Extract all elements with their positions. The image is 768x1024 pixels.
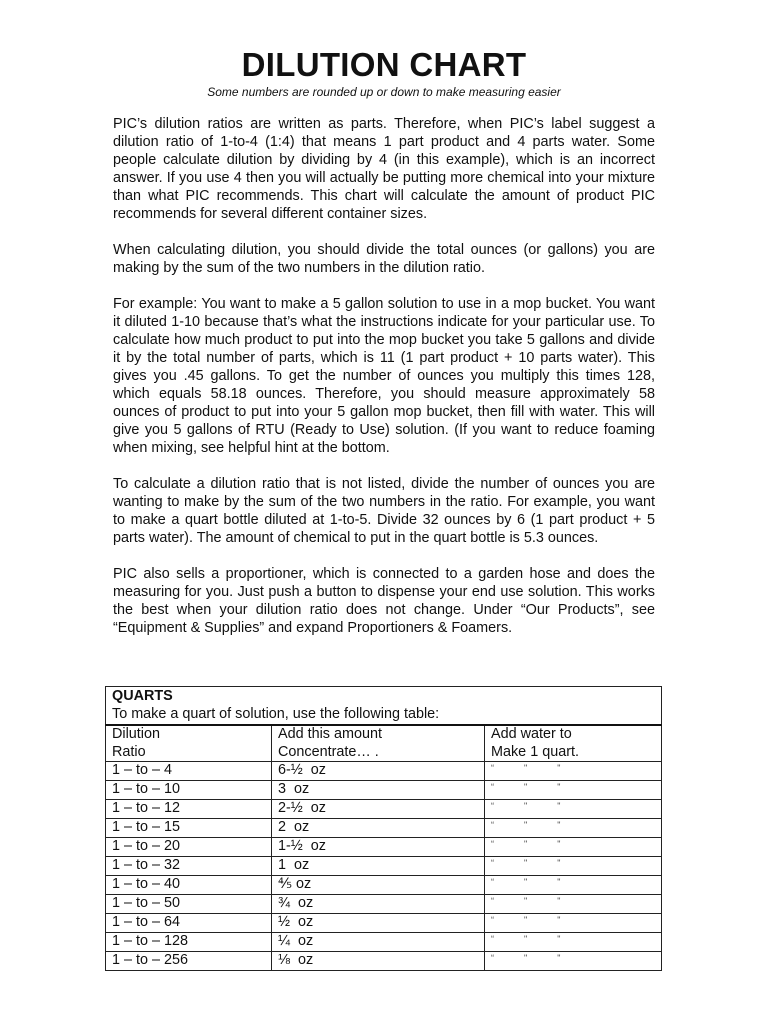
- table-row: [106, 857, 662, 876]
- ditto-mark: “: [491, 763, 494, 773]
- table-caption-row: [106, 687, 662, 726]
- header-line: Dilution: [112, 726, 160, 742]
- ratio-cell: 1 – to – 128: [106, 933, 272, 952]
- ditto-mark: “: [491, 782, 494, 792]
- table-row: [106, 952, 662, 971]
- header-line: Ratio: [112, 743, 146, 760]
- header-dilution-ratio: [106, 725, 272, 762]
- ditto-mark: “: [491, 934, 494, 944]
- ditto-mark: ": [557, 915, 561, 925]
- ditto-mark: ": [524, 934, 528, 944]
- ditto-mark: ": [557, 801, 561, 811]
- table-row: [106, 914, 662, 933]
- ditto-mark: ": [524, 877, 528, 887]
- ditto-mark: “: [491, 839, 494, 849]
- ditto-mark: “: [491, 801, 494, 811]
- ratio-cell: 1 – to – 12: [106, 800, 272, 819]
- concentrate-cell: ⅘ oz: [272, 876, 485, 895]
- concentrate-cell: ½ oz: [272, 914, 485, 933]
- ratio-cell: 1 – to – 4: [106, 762, 272, 781]
- concentrate-cell: 2 oz: [272, 819, 485, 838]
- ditto-mark: ": [557, 934, 561, 944]
- table-header-row: [106, 725, 662, 762]
- concentrate-cell: ¼ oz: [272, 933, 485, 952]
- water-cell: [485, 762, 662, 781]
- ratio-cell: 1 – to – 32: [106, 857, 272, 876]
- water-cell: [485, 952, 662, 971]
- body-text: [113, 115, 655, 655]
- paragraph: PIC’s dilution ratios are written as parts. Therefore, when PIC’s label suggest a dilution ratio of 1-to-4 (1:4) that means 1 part product and 4 parts water. Some people calculate dilution by dividing by 4 (in this example), which is an incorrect answer. If you use 4 then you will actually be putting more chemical into your mixture than what PIC recommends. This chart will calculate the amount of product PIC recommends for several different container sizes.: [113, 116, 655, 222]
- header-line: Make 1 quart.: [491, 743, 579, 760]
- quarts-table: [105, 686, 662, 971]
- ditto-mark: ": [524, 953, 528, 963]
- water-cell: [485, 933, 662, 952]
- ditto-mark: ": [524, 896, 528, 906]
- ratio-cell: 1 – to – 50: [106, 895, 272, 914]
- ditto-mark: “: [491, 915, 494, 925]
- page-title: DILUTION CHART: [241, 46, 527, 83]
- concentrate-cell: 3 oz: [272, 781, 485, 800]
- concentrate-cell: ¾ oz: [272, 895, 485, 914]
- ditto-mark: ": [557, 896, 561, 906]
- water-cell: [485, 819, 662, 838]
- concentrate-cell: 6-½ oz: [272, 762, 485, 781]
- ratio-cell: 1 – to – 20: [106, 838, 272, 857]
- concentrate-cell: ⅛ oz: [272, 952, 485, 971]
- header-add-amount: [272, 725, 485, 762]
- ditto-mark: ": [524, 801, 528, 811]
- water-cell: [485, 838, 662, 857]
- water-cell: [485, 914, 662, 933]
- ditto-mark: ": [524, 915, 528, 925]
- ratio-cell: 1 – to – 10: [106, 781, 272, 800]
- ratio-cell: 1 – to – 15: [106, 819, 272, 838]
- ditto-mark: “: [491, 820, 494, 830]
- water-cell: [485, 876, 662, 895]
- ditto-mark: ": [524, 763, 528, 773]
- concentrate-cell: 1 oz: [272, 857, 485, 876]
- concentrate-cell: 1-½ oz: [272, 838, 485, 857]
- ditto-mark: ": [557, 953, 561, 963]
- ditto-mark: “: [491, 953, 494, 963]
- header-line: Add this amount: [278, 726, 382, 742]
- ditto-mark: “: [491, 896, 494, 906]
- table-row: [106, 838, 662, 857]
- concentrate-cell: 2-½ oz: [272, 800, 485, 819]
- table-row: [106, 876, 662, 895]
- paragraph: When calculating dilution, you should divide the total ounces (or gallons) you are making by the sum of the two numbers in the dilution ratio.: [113, 242, 655, 276]
- header-line: Concentrate… .: [278, 743, 379, 760]
- table-heading: QUARTS: [112, 688, 173, 704]
- table-row: [106, 762, 662, 781]
- page-subtitle: Some numbers are rounded up or down to make measuring easier: [207, 85, 561, 99]
- paragraph: To calculate a dilution ratio that is not listed, divide the number of ounces you are wanting to make by the sum of the two numbers in the ratio. For example, you want to make a quart bottle diluted at 1-to-5. Divide 32 ounces by 6 (1 part product + 5 parts water). The amount of chemical to put in the quart bottle is 5.3 ounces.: [113, 476, 655, 546]
- water-cell: [485, 857, 662, 876]
- header-line: Add water to: [491, 726, 572, 742]
- water-cell: [485, 800, 662, 819]
- ditto-mark: “: [491, 858, 494, 868]
- table-row: [106, 819, 662, 838]
- ditto-mark: ": [524, 820, 528, 830]
- water-cell: [485, 895, 662, 914]
- paragraph: PIC also sells a proportioner, which is connected to a garden hose and does the measuring for you. Just push a button to dispense your end use solution. This works the best when your dilution ratio does not change. Under “Our Products”, see “Equipment & Supplies” and expand Proportioners & Foamers.: [113, 566, 655, 636]
- ditto-mark: ": [524, 839, 528, 849]
- ditto-mark: ": [524, 858, 528, 868]
- ratio-cell: 1 – to – 256: [106, 952, 272, 971]
- table-intro: To make a quart of solution, use the following table:: [112, 705, 440, 722]
- paragraph: For example: You want to make a 5 gallon solution to use in a mop bucket. You want it diluted 1-10 because that’s what the instructions indicate for your particular use. To calculate how much product to put into the mop bucket you take 5 gallons and divide it by the total number of parts, which is 11 (1 part product + 10 parts water). This gives you .45 gallons. To get the number of ounces you multiply this times 128, which equals 58.18 ounces. Therefore, you should measure approximately 58 ounces of product to put into your 5 gallon mop bucket, then fill with water. This will give you 5 gallons of RTU (Ready to Use) solution. (If you want to reduce foaming when mixing, see helpful hint at the bottom.: [113, 296, 655, 456]
- table-row: [106, 895, 662, 914]
- ditto-mark: ": [557, 782, 561, 792]
- ditto-mark: “: [491, 877, 494, 887]
- ditto-mark: ": [557, 877, 561, 887]
- ditto-mark: ": [557, 858, 561, 868]
- table-row: [106, 781, 662, 800]
- ditto-mark: ": [557, 839, 561, 849]
- ratio-cell: 1 – to – 64: [106, 914, 272, 933]
- ratio-cell: 1 – to – 40: [106, 876, 272, 895]
- water-cell: [485, 781, 662, 800]
- ditto-mark: ": [557, 763, 561, 773]
- header-add-water: [485, 725, 662, 762]
- table-row: [106, 800, 662, 819]
- ditto-mark: ": [557, 820, 561, 830]
- ditto-mark: ": [524, 782, 528, 792]
- table-row: [106, 933, 662, 952]
